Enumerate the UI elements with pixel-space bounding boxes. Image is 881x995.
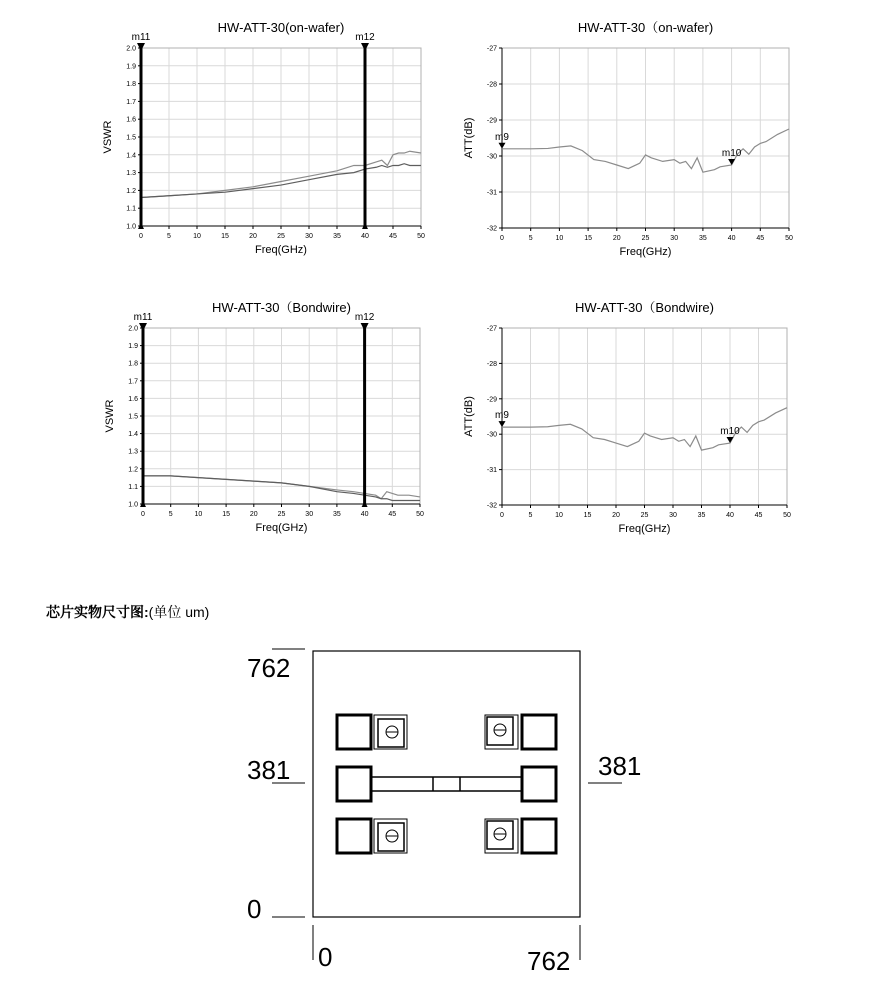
pad-top-left — [337, 715, 371, 749]
x-tick-label: 40 — [726, 512, 734, 519]
chip-dimension-drawing — [0, 630, 881, 995]
y-tick-label: 1.2 — [126, 187, 136, 195]
pad-middle-left — [337, 767, 371, 801]
y-tick-label: 1.1 — [126, 205, 136, 213]
dim-label-762-top: 762 — [247, 653, 291, 683]
y-axis-label: ATT(dB) — [463, 117, 475, 159]
x-tick-label: 20 — [612, 235, 621, 242]
x-tick-label: 10 — [555, 512, 563, 519]
y-tick-label: 1.5 — [126, 134, 136, 142]
marker-label-m10: m10 — [721, 148, 742, 159]
x-tick-label: 50 — [785, 235, 793, 242]
x-tick-label: 50 — [417, 233, 425, 240]
resistor-bottom-right-inner — [487, 821, 513, 849]
x-tick-label: 10 — [555, 235, 564, 242]
chart-title: HW-ATT-30（Bondwire) — [212, 300, 351, 315]
dim-label-381-left: 381 — [247, 755, 291, 785]
marker-label-m12: m12 — [354, 312, 375, 323]
transmission-line — [371, 777, 522, 791]
x-tick-label: 30 — [669, 512, 677, 519]
y-tick-label: 1.6 — [126, 116, 136, 124]
x-tick-label: 0 — [139, 233, 143, 240]
x-tick-label: 5 — [528, 512, 533, 519]
x-tick-label: 30 — [305, 233, 313, 240]
x-tick-label: 15 — [583, 512, 592, 519]
y-tick-label: -31 — [486, 467, 497, 475]
x-axis-label: Freq(GHz) — [255, 522, 308, 534]
x-tick-label: 15 — [584, 235, 592, 242]
x-tick-label: 20 — [249, 233, 257, 240]
vswr-bondwire-chart — [80, 288, 440, 550]
pad-top-right — [522, 715, 556, 749]
x-tick-label: 25 — [641, 235, 650, 242]
marker-arrow-m12 — [361, 323, 369, 331]
marker-arrow-m11 — [139, 323, 147, 331]
att-on-wafer-chart — [440, 14, 810, 276]
chart-title: HW-ATT-30(on-wafer) — [217, 20, 345, 35]
y-tick-label: 2.0 — [126, 45, 136, 53]
x-tick-label: 5 — [167, 233, 171, 240]
x-tick-label: 40 — [727, 235, 736, 242]
y-tick-label: -31 — [486, 189, 497, 197]
x-tick-label: 45 — [756, 235, 765, 242]
x-tick-label: 45 — [388, 511, 397, 518]
y-tick-label: -32 — [486, 225, 497, 233]
chart-title: HW-ATT-30（on-wafer) — [577, 20, 714, 35]
x-tick-label: 25 — [640, 512, 649, 519]
y-tick-label: -27 — [486, 45, 497, 53]
x-tick-label: 15 — [222, 511, 230, 518]
pad-bottom-right — [522, 819, 556, 853]
x-tick-label: 25 — [277, 233, 285, 240]
marker-label-m9: m9 — [495, 131, 509, 143]
y-tick-label: -28 — [486, 81, 497, 89]
resistor-top-right-inner — [487, 717, 513, 745]
x-tick-label: 30 — [670, 235, 679, 242]
x-tick-label: 40 — [360, 511, 369, 518]
x-tick-label: 50 — [416, 511, 424, 518]
y-tick-label: 1.8 — [128, 360, 138, 368]
x-tick-label: 20 — [612, 512, 620, 519]
y-tick-label: 1.0 — [128, 501, 138, 509]
x-tick-label: 0 — [141, 511, 145, 518]
x-tick-label: 35 — [697, 512, 706, 519]
x-tick-label: 10 — [194, 511, 203, 518]
caption-bold: 芯片实物尺寸图: — [46, 604, 149, 620]
y-tick-label: 1.7 — [128, 378, 138, 386]
y-tick-label: 1.3 — [128, 448, 138, 456]
y-tick-label: 1.4 — [128, 431, 138, 439]
x-tick-label: 25 — [277, 511, 286, 518]
x-tick-label: 40 — [361, 233, 369, 240]
y-tick-label: 1.0 — [126, 223, 136, 231]
y-tick-label: 1.9 — [128, 343, 138, 351]
x-tick-label: 0 — [500, 235, 504, 242]
marker-label-m12: m12 — [355, 32, 375, 43]
marker-arrow-m10 — [728, 159, 735, 165]
resistor-bottom-left-inner — [378, 823, 404, 851]
dim-label-381-right: 381 — [598, 751, 642, 781]
x-tick-label: 20 — [249, 511, 258, 518]
y-axis-label: VSWR — [102, 120, 114, 154]
pad-bottom-left — [337, 819, 371, 853]
caption-unit: (单位 um) — [148, 604, 210, 620]
marker-arrow-m10 — [727, 437, 734, 443]
y-tick-label: 1.9 — [126, 63, 136, 71]
chip-dimension-caption — [46, 602, 209, 622]
y-tick-label: -29 — [486, 396, 497, 404]
marker-arrow-m11 — [137, 43, 145, 51]
y-tick-label: 1.1 — [128, 483, 138, 491]
y-tick-label: -28 — [486, 360, 497, 368]
y-tick-label: 2.0 — [128, 325, 138, 333]
marker-arrow-m12 — [361, 43, 369, 51]
y-tick-label: -30 — [486, 431, 497, 439]
x-axis-label: Freq(GHz) — [255, 244, 307, 256]
y-tick-label: 1.8 — [126, 81, 136, 89]
y-tick-label: 1.7 — [126, 98, 136, 106]
x-tick-label: 10 — [193, 233, 201, 240]
resistor-top-left-inner — [378, 719, 404, 747]
chart-title: HW-ATT-30（Bondwire) — [575, 300, 714, 315]
x-tick-label: 45 — [754, 512, 763, 519]
y-tick-label: -29 — [486, 117, 497, 125]
y-tick-label: -27 — [486, 325, 497, 333]
y-axis-label: ATT(dB) — [463, 396, 475, 437]
x-tick-label: 45 — [389, 233, 397, 240]
y-tick-label: 1.6 — [128, 395, 138, 403]
x-tick-label: 35 — [699, 235, 707, 242]
x-axis-label: Freq(GHz) — [619, 246, 672, 258]
y-axis-label: VSWR — [104, 399, 116, 433]
marker-label-m9: m9 — [495, 410, 509, 422]
x-tick-label: 5 — [528, 235, 533, 242]
x-tick-label: 0 — [500, 512, 504, 519]
dim-label-762-bottom: 762 — [527, 946, 571, 976]
y-tick-label: 1.4 — [126, 152, 136, 160]
x-tick-label: 30 — [305, 511, 314, 518]
marker-label-m11: m11 — [131, 32, 151, 43]
marker-arrow-m9 — [499, 143, 506, 149]
x-tick-label: 35 — [333, 511, 341, 518]
dim-label-0-bottom: 0 — [318, 942, 333, 972]
chip-outline — [313, 651, 580, 917]
x-tick-label: 5 — [168, 511, 173, 518]
x-axis-label: Freq(GHz) — [618, 523, 671, 535]
y-tick-label: 1.3 — [126, 170, 136, 178]
x-tick-label: 15 — [221, 233, 229, 240]
marker-label-m11: m11 — [133, 312, 153, 323]
y-tick-label: 1.2 — [128, 466, 138, 474]
y-tick-label: 1.5 — [128, 413, 138, 421]
x-tick-label: 35 — [333, 233, 341, 240]
att-bondwire-chart — [440, 288, 810, 550]
pad-middle-right — [522, 767, 556, 801]
dim-label-0-left: 0 — [247, 894, 262, 924]
y-tick-label: -32 — [486, 502, 497, 510]
x-tick-label: 50 — [783, 512, 791, 519]
marker-label-m10: m10 — [720, 426, 740, 438]
y-tick-label: -30 — [486, 153, 497, 161]
marker-arrow-m9 — [499, 421, 506, 427]
vswr-on-wafer-chart — [80, 14, 440, 276]
